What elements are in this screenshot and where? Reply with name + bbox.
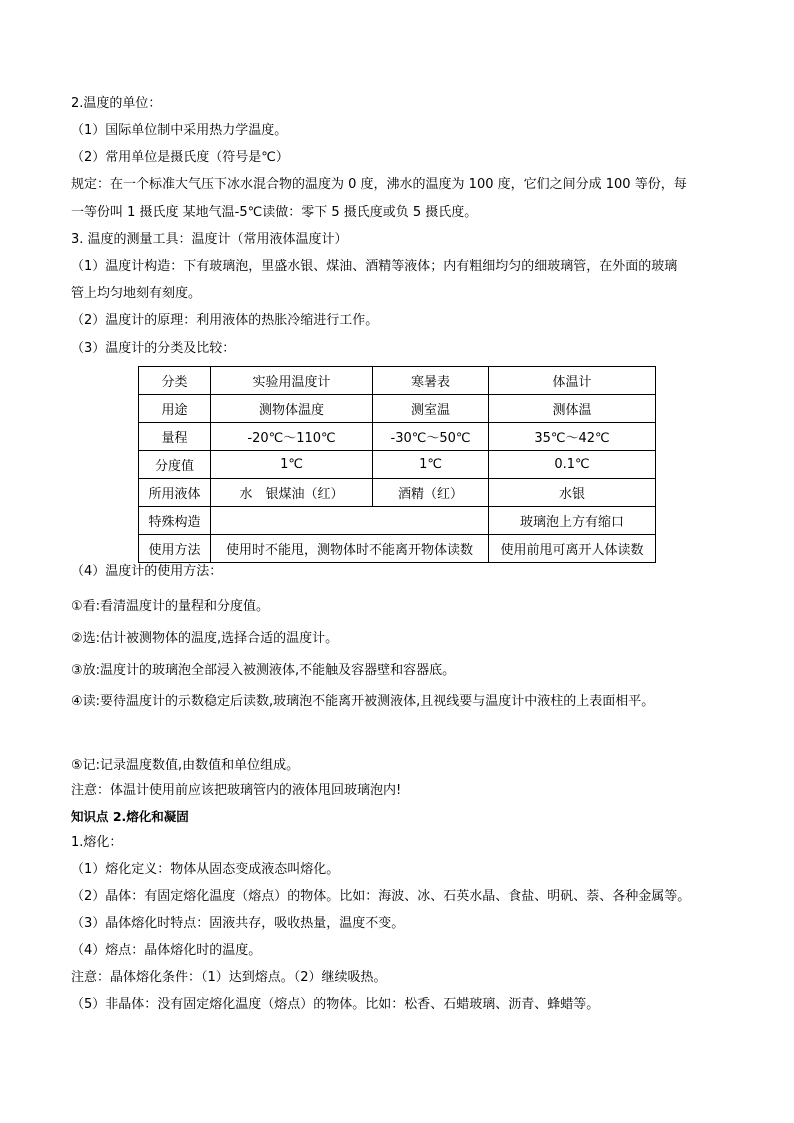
- table-cell: 体温计: [489, 367, 656, 395]
- text-line: ①看:看清温度计的量程和分度值。: [71, 599, 270, 614]
- table-row: [139, 367, 656, 395]
- text-line: （2）温度计的原理：利用液体的热胀冷缩进行工作。: [71, 313, 379, 328]
- section-heading-melting: 知识点 2.熔化和凝固: [71, 809, 189, 824]
- text-line: 规定：在一个标准大气压下冰水混合物的温度为 0 度，沸水的温度为 100 度，它们之间分成 100 等份，每: [71, 177, 687, 192]
- table-cell: 测物体温度: [211, 395, 373, 423]
- table-row: [139, 535, 656, 563]
- text-line: ②选:估计被测物体的温度,选择合适的温度计。: [71, 631, 339, 646]
- table-cell: 水 银煤油（红）: [211, 479, 373, 507]
- text-line: （1）温度计构造：下有玻璃泡，里盛水银、煤油、酒精等液体；内有粗细均匀的细玻璃管，在外面的玻璃: [71, 259, 678, 274]
- table-cell: 1℃: [211, 451, 373, 479]
- text-line: （3）温度计的分类及比较：: [71, 341, 236, 356]
- table-cell: 测体温: [489, 395, 656, 423]
- text-line: 管上均匀地刻有刻度。: [71, 286, 202, 301]
- table-cell: 使用前甩可离开人体读数: [489, 535, 656, 563]
- text-line: （1）熔化定义：物体从固态变成液态叫熔化。: [71, 862, 340, 877]
- text-line: ⑤记:记录温度数值,由数值和单位组成。: [71, 758, 300, 773]
- text-line: 一等份叫 1 摄氏度 某地气温-5℃读做：零下 5 摄氏度或负 5 摄氏度。: [71, 205, 478, 220]
- table-row: [139, 423, 656, 451]
- table-row: [139, 479, 656, 507]
- table-cell: 0.1℃: [489, 451, 656, 479]
- table-cell: 特殊构造: [139, 507, 211, 535]
- text-line: （1）国际单位制中采用热力学温度。: [71, 123, 288, 138]
- text-line: （3）晶体熔化时特点：固液共存，吸收热量，温度不变。: [71, 916, 405, 931]
- table-cell: 寒暑表: [373, 367, 489, 395]
- table-row: [139, 395, 656, 423]
- table-cell: 分度值: [139, 451, 211, 479]
- table-cell: -20℃～110℃: [211, 423, 373, 451]
- table-cell: 所用液体: [139, 479, 211, 507]
- table-cell-empty: [211, 507, 489, 535]
- table-row: [139, 451, 656, 479]
- table-cell: 35℃～42℃: [489, 423, 656, 451]
- text-line: ④读:要待温度计的示数稳定后读数,玻璃泡不能离开被测液体,且视线要与温度计中液柱的上表面相平。: [71, 694, 655, 709]
- table-cell: 使用方法: [139, 535, 211, 563]
- note-line: 注意：晶体熔化条件：（1）达到熔点。（2）继续吸热。: [71, 970, 387, 985]
- table-cell: 分类: [139, 367, 211, 395]
- text-line: （4）温度计的使用方法：: [71, 564, 223, 579]
- table-cell: 测室温: [373, 395, 489, 423]
- table-cell: 实验用温度计: [211, 367, 373, 395]
- table-cell: -30℃～50℃: [373, 423, 489, 451]
- section-heading-measuring-tool: 3. 温度的测量工具：温度计（常用液体温度计）: [71, 232, 348, 247]
- table-cell: 量程: [139, 423, 211, 451]
- text-line: （2）晶体：有固定熔化温度（熔点）的物体。比如：海波、冰、石英水晶、食盐、明矾、萘、各种金属等。: [71, 889, 691, 904]
- text-line: （2）常用单位是摄氏度（符号是℃）: [71, 150, 289, 165]
- table-cell: 玻璃泡上方有缩口: [489, 507, 656, 535]
- table-cell: 酒精（红）: [373, 479, 489, 507]
- note-line: 注意：体温计使用前应该把玻璃管内的液体甩回玻璃泡内!: [71, 783, 402, 798]
- text-line: ③放:温度计的玻璃泡全部浸入被测液体,不能触及容器壁和容器底。: [71, 663, 456, 678]
- text-line: 1.熔化：: [71, 835, 123, 850]
- text-line: （4）熔点：晶体熔化时的温度。: [71, 943, 262, 958]
- table-row: [139, 507, 656, 535]
- text-line: （5）非晶体：没有固定熔化温度（熔点）的物体。比如：松香、石蜡玻璃、沥青、蜂蜡等。: [71, 997, 600, 1012]
- section-heading-temperature-unit: 2.温度的单位：: [71, 96, 162, 111]
- table-cell-merged: 使用时不能甩，测物体时不能离开物体读数: [211, 535, 489, 563]
- thermometer-comparison-table: [138, 366, 656, 563]
- table-cell: 用途: [139, 395, 211, 423]
- table-cell: 1℃: [373, 451, 489, 479]
- table-cell: 水银: [489, 479, 656, 507]
